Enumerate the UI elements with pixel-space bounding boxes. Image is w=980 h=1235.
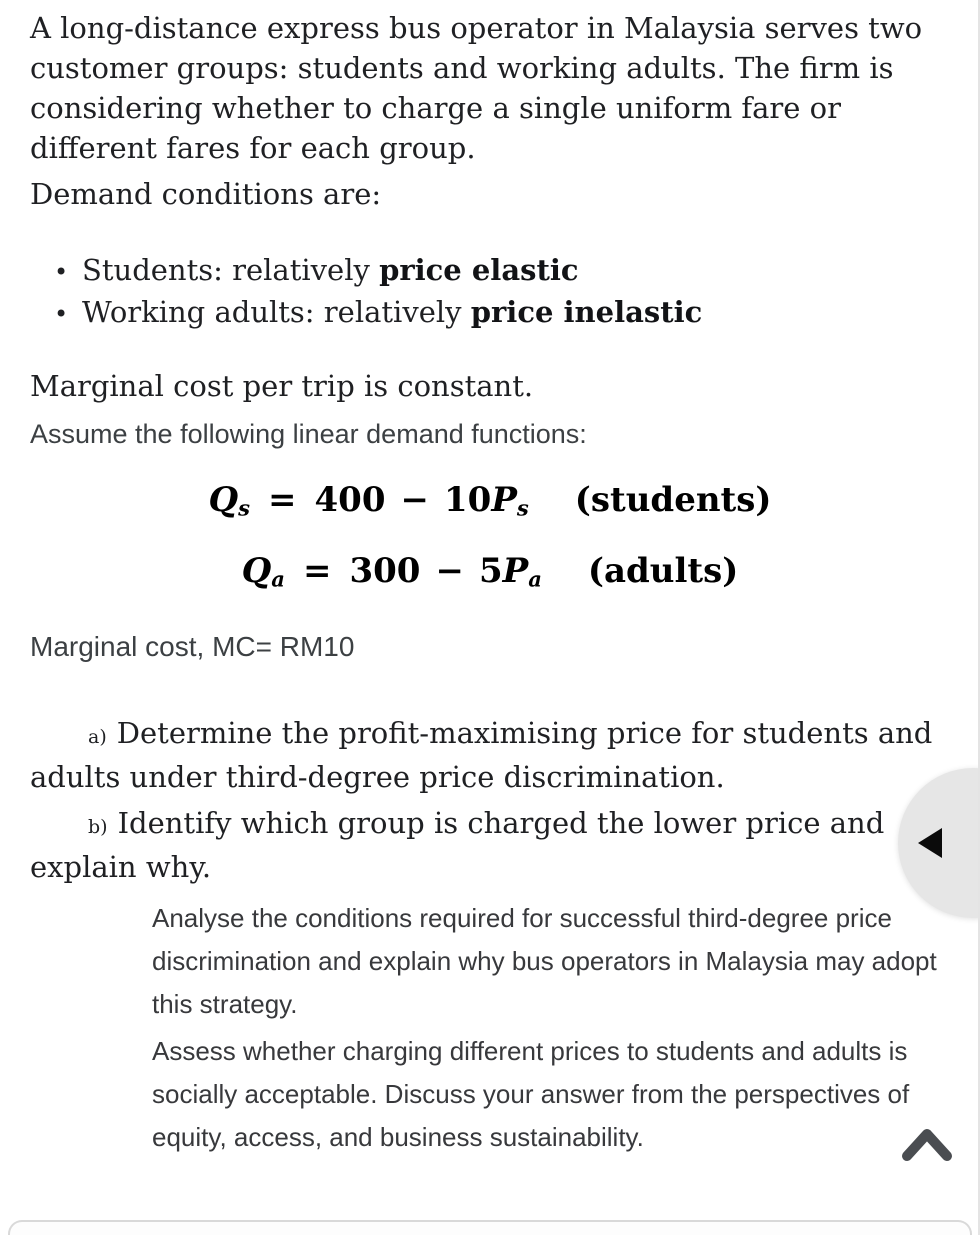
demand-conditions-heading: Demand conditions are: [30, 177, 382, 211]
eq2-q-subscript: a [271, 566, 285, 592]
eq1-q-variable: Q [208, 480, 239, 520]
marginal-cost-value-line: Marginal cost, MC= RM10 [30, 631, 355, 663]
question-b-text: Identify which group is charged the lower price and explain why. [30, 806, 885, 885]
question-c: Analyse the conditions required for successful third-degree price discrimination and explain why bus operators in Malaysia may adopt this strategy. [152, 903, 937, 1020]
chevron-up-icon [900, 1124, 954, 1170]
bullet-students [54, 250, 950, 292]
eq1-minus-sign: − [400, 480, 429, 520]
bullet-adults-text: Working adults: relatively [82, 295, 471, 329]
eq2-constant: 300 [349, 550, 421, 591]
eq2-group-label: (adults) [587, 550, 739, 591]
eq2-coefficient: 5 [478, 550, 503, 591]
bullet-students-emphasis: price elastic [379, 253, 579, 287]
eq2-q-variable: Q [241, 550, 272, 591]
demand-equation-adults [30, 547, 950, 604]
eq1-equals-sign: = [268, 480, 297, 520]
question-a [30, 713, 950, 797]
bullet-marker: • [54, 258, 69, 286]
eq1-constant: 400 [314, 480, 386, 520]
bullet-students-text: Students: relatively [82, 253, 380, 287]
question-b-label: b) [88, 816, 108, 839]
question-b [30, 803, 950, 887]
demand-bullet-list [30, 250, 950, 334]
eq1-p-subscript: s [516, 495, 529, 521]
demand-equation-students [30, 476, 950, 533]
scroll-to-top-button[interactable] [900, 1124, 954, 1170]
eq2-equals-sign: = [302, 550, 332, 591]
demand-equations-block [30, 476, 950, 603]
question-d: Assess whether charging different prices to students and adults is socially acceptable. Discuss your answer from the perspectives of equity, access, and business sustainability. [152, 1036, 910, 1153]
bullet-marker: • [54, 300, 69, 328]
eq1-group-label: (students) [574, 480, 772, 520]
eq2-minus-sign: − [435, 550, 464, 591]
question-a-label: a) [88, 726, 107, 749]
bullet-adults-emphasis: price inelastic [470, 295, 703, 329]
assume-functions-line: Assume the following linear demand functions: [30, 419, 587, 449]
eq1-q-subscript: s [238, 495, 250, 521]
marginal-cost-constant-line: Marginal cost per trip is constant. [30, 369, 534, 403]
eq1-p-variable: P [491, 480, 517, 520]
next-card-edge [8, 1220, 972, 1235]
bullet-adults [54, 292, 950, 334]
question-a-text: Determine the profit-maximising price for students and adults under third-degree price discrimination. [30, 716, 933, 795]
eq2-p-variable: P [502, 550, 529, 591]
intro-paragraph: A long-distance express bus operator in Malaysia serves two customer groups: students and working adults. The firm is considering whether to charge a single uniform fare or different fares for each group. [30, 11, 923, 165]
previous-arrow-icon [918, 828, 942, 858]
eq2-p-subscript: a [528, 566, 542, 592]
eq1-coefficient: 10 [443, 480, 492, 520]
